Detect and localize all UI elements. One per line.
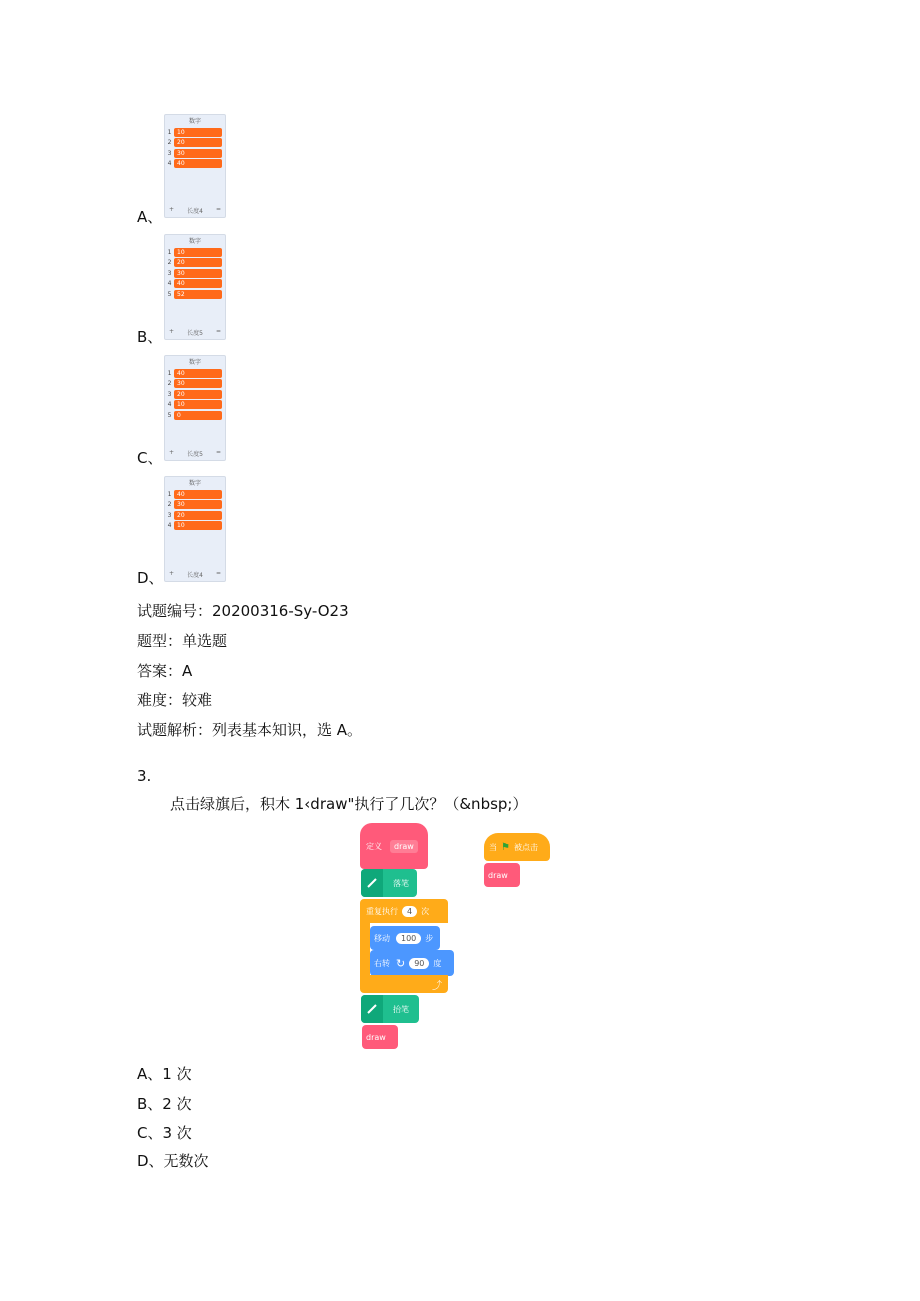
question-type: 题型：单选题	[137, 632, 228, 650]
move-unit: 步	[425, 933, 434, 943]
option-a-list	[164, 114, 226, 218]
list-length: 长度4	[187, 572, 203, 579]
row-index: 3	[167, 390, 172, 398]
call-draw-label: draw	[366, 1032, 386, 1042]
list-title: 数字	[188, 118, 201, 125]
resize-handle[interactable]: =	[215, 206, 221, 213]
green-flag-icon: ⚑	[501, 841, 510, 853]
pen-down-label: 落笔	[393, 878, 409, 888]
row-index: 5	[167, 290, 172, 298]
row-value: 40	[174, 279, 222, 288]
list-row	[165, 268, 225, 279]
row-index: 1	[167, 369, 172, 377]
turn-block	[370, 950, 454, 976]
list-title: 数字	[188, 238, 201, 245]
q3-option-a: A、1 次	[137, 1065, 192, 1083]
pen-up-label: 抬笔	[393, 1004, 409, 1014]
repeat-block	[360, 899, 448, 923]
row-value: 10	[174, 248, 222, 257]
question-text: 点击绿旗后，积木 1‹draw"执行了几次？（&nbsp;）	[170, 795, 528, 813]
row-value: 40	[174, 369, 222, 378]
list-row	[165, 500, 225, 511]
row-value: 30	[174, 149, 222, 158]
row-index: 4	[167, 522, 172, 530]
resize-handle[interactable]: =	[215, 328, 221, 335]
list-row	[165, 279, 225, 290]
option-c-list	[164, 355, 226, 461]
row-index: 5	[167, 411, 172, 419]
add-icon[interactable]: +	[169, 328, 175, 335]
rotate-right-icon: ↻	[396, 956, 406, 970]
question-number: 3.	[137, 767, 152, 785]
list-footer	[165, 206, 225, 215]
row-index: 3	[167, 149, 172, 157]
list-length: 长度4	[187, 208, 203, 215]
row-index: 1	[167, 248, 172, 256]
define-label: 定义	[366, 841, 382, 851]
row-value: 20	[174, 390, 222, 399]
q3-option-d: D、无数次	[137, 1152, 209, 1170]
repeat-unit: 次	[421, 906, 430, 916]
call-draw-block	[362, 1025, 398, 1049]
list-row	[165, 258, 225, 269]
row-value: 20	[174, 258, 222, 267]
row-index: 4	[167, 401, 172, 409]
q3-option-b: B、2 次	[137, 1095, 192, 1113]
list-row	[165, 289, 225, 300]
row-index: 1	[167, 128, 172, 136]
question-answer: 答案：A	[137, 662, 193, 680]
question-analysis: 试题解析：列表基本知识，选 A。	[137, 721, 363, 739]
add-icon[interactable]: +	[169, 449, 175, 456]
hat-call-draw-block	[484, 863, 520, 887]
list-row	[165, 127, 225, 138]
hat-call-draw-label: draw	[488, 870, 508, 880]
row-value: 30	[174, 269, 222, 278]
row-value: 40	[174, 159, 222, 168]
pen-icon	[361, 995, 383, 1023]
list-footer	[165, 328, 225, 337]
row-index: 3	[167, 511, 172, 519]
list-row	[165, 389, 225, 400]
repeat-label: 重复执行	[366, 906, 398, 916]
add-icon[interactable]: +	[169, 206, 175, 213]
list-length: 长度5	[187, 330, 203, 337]
row-index: 2	[167, 380, 172, 388]
row-index: 4	[167, 280, 172, 288]
loop-arrow-icon: ⤴	[432, 980, 442, 992]
list-row	[165, 510, 225, 521]
list-row	[165, 247, 225, 258]
turn-label: 右转	[374, 958, 390, 968]
row-value: 20	[174, 511, 222, 520]
hat-when-label: 当	[489, 842, 497, 852]
pen-up-block	[361, 995, 419, 1023]
resize-handle[interactable]: =	[215, 570, 221, 577]
option-d-label: D、	[137, 569, 164, 587]
option-d-list	[164, 476, 226, 582]
list-title: 数字	[188, 359, 201, 366]
define-block	[360, 823, 428, 869]
list-row	[165, 410, 225, 421]
list-title: 数字	[188, 480, 201, 487]
row-value: 20	[174, 138, 222, 147]
question-id: 试题编号：20200316-Sy-O23	[137, 602, 349, 620]
row-value: 10	[174, 128, 222, 137]
list-row	[165, 521, 225, 532]
option-c-label: C、	[137, 449, 163, 467]
turn-unit: 度	[433, 958, 442, 968]
move-steps-input[interactable]: 100	[396, 933, 421, 944]
row-index: 1	[167, 490, 172, 498]
row-value: 10	[174, 521, 222, 530]
row-value: 30	[174, 500, 222, 509]
row-index: 2	[167, 259, 172, 267]
move-label: 移动	[374, 933, 390, 943]
when-flag-block	[484, 833, 550, 861]
resize-handle[interactable]: =	[215, 449, 221, 456]
list-row	[165, 368, 225, 379]
move-block	[370, 926, 440, 950]
pen-down-block	[361, 869, 417, 897]
list-length: 长度5	[187, 451, 203, 458]
option-a-label: A、	[137, 208, 163, 226]
row-value: 10	[174, 400, 222, 409]
list-row	[165, 379, 225, 390]
row-index: 2	[167, 501, 172, 509]
list-row	[165, 489, 225, 500]
pen-icon	[361, 869, 383, 897]
turn-degrees-input[interactable]: 90	[409, 958, 429, 969]
option-b-list	[164, 234, 226, 340]
row-index: 4	[167, 160, 172, 168]
question-difficulty: 难度：较难	[137, 691, 213, 709]
row-value: 30	[174, 379, 222, 388]
repeat-count-input[interactable]: 4	[402, 906, 417, 917]
list-row	[165, 138, 225, 149]
list-footer	[165, 449, 225, 458]
add-icon[interactable]: +	[169, 570, 175, 577]
row-value: 52	[174, 290, 222, 299]
row-value: 0	[174, 411, 222, 420]
list-footer	[165, 570, 225, 579]
row-value: 40	[174, 490, 222, 499]
option-b-label: B、	[137, 328, 163, 346]
hat-clicked-label: 被点击	[513, 842, 538, 852]
list-row	[165, 148, 225, 159]
row-index: 2	[167, 139, 172, 147]
row-index: 3	[167, 269, 172, 277]
repeat-foot	[360, 975, 448, 993]
q3-option-c: C、3 次	[137, 1124, 192, 1142]
list-row	[165, 400, 225, 411]
list-row	[165, 159, 225, 170]
define-name: draw	[390, 840, 418, 853]
repeat-arm	[360, 923, 370, 975]
code-blocks-image	[360, 823, 552, 1051]
